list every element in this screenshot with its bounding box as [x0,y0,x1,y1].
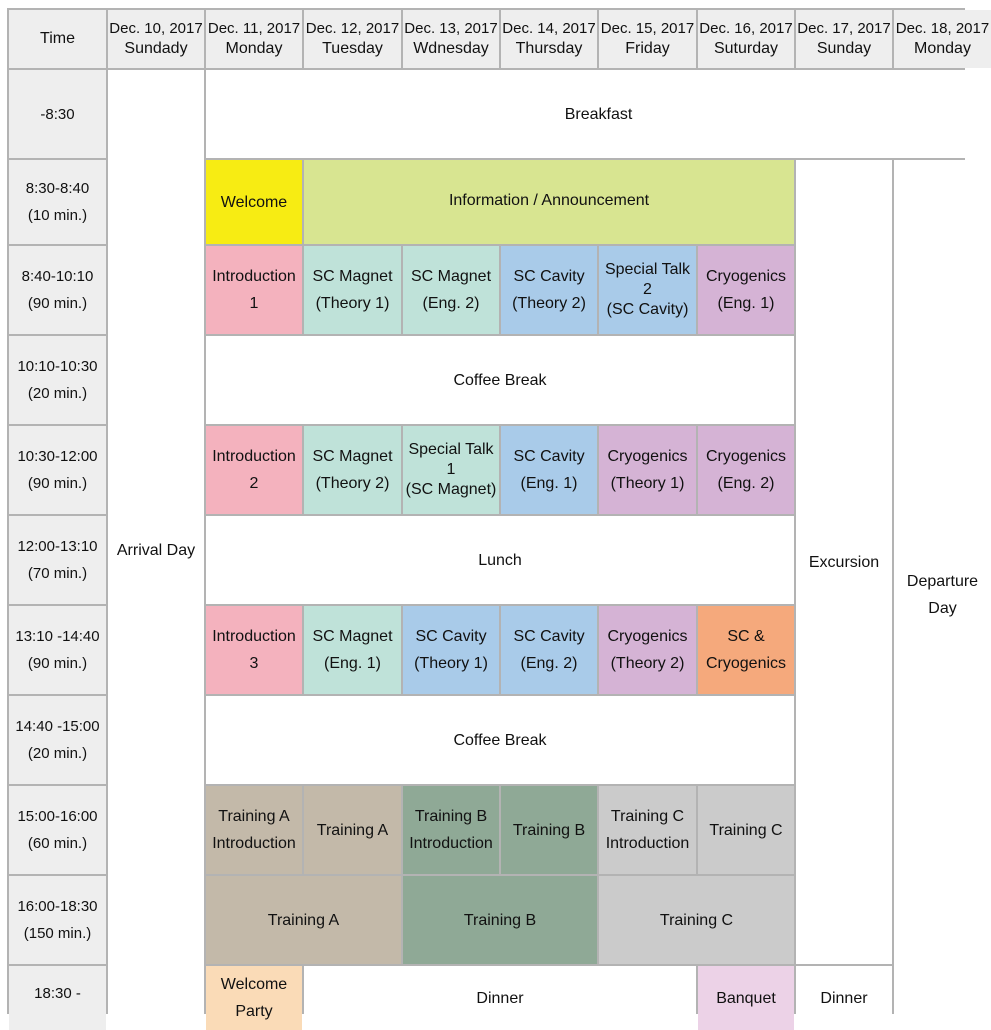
event-label: SC Magnet [410,268,492,285]
header-weekday: Sunday [816,40,872,57]
event-label: Introduction [212,268,296,285]
lunch [206,516,794,604]
event-label: Special Talk [408,441,494,458]
event-label: Special Talk [604,261,691,278]
time-slot [9,966,106,1030]
dinner [304,966,696,1030]
banquet [698,966,794,1030]
training-cell [599,786,696,874]
coffee-break [206,336,794,424]
header-day-3 [304,10,401,68]
header-weekday: Monday [225,40,283,57]
time-range: 18:30 - [34,985,81,1002]
time-duration: (20 min.) [27,385,88,402]
header-date: Dec. 16, 2017 [699,20,793,37]
training-cell [599,876,794,964]
event-label: Party [235,1003,273,1020]
time-slot [9,876,106,964]
header-weekday: Monday [914,40,971,57]
header-day-1 [108,10,204,68]
header-weekday: Sundady [124,40,188,57]
lecture-cell [304,426,401,514]
time-slot [9,606,106,694]
event-label: SC Magnet [312,628,393,645]
event-label: (Eng. 1) [520,475,578,492]
event-label: Day [928,600,957,617]
training-cell [403,786,499,874]
event-label: SC Cavity [415,628,487,645]
lecture-cell [501,606,597,694]
training-cell [698,786,794,874]
time-range: 10:30-12:00 [17,448,98,465]
event-label: Introduction [409,835,493,852]
event-label: (Eng. 2) [717,475,775,492]
header-date: Dec. 12, 2017 [305,20,400,37]
time-slot [9,516,106,604]
event-label: (Theory 2) [610,655,685,672]
event-label: SC Magnet [312,448,393,465]
time-slot [9,696,106,784]
header-date: Dec. 13, 2017 [404,20,498,37]
departure-day [894,160,991,1030]
event-label: Training C [610,808,685,825]
dinner [796,966,892,1030]
event-label: (Eng. 2) [422,295,480,312]
header-date: Dec. 15, 2017 [600,20,695,37]
time-range: 15:00-16:00 [17,808,98,825]
event-label: Banquet [716,989,776,1007]
event-label: (Eng. 1) [717,295,775,312]
training-cell [501,786,597,874]
breakfast [206,70,991,158]
event-label: SC Cavity [513,448,585,465]
header-day-6 [599,10,696,68]
time-range: 16:00-18:30 [17,898,98,915]
time-duration: (20 min.) [27,745,88,762]
time-duration: (150 min.) [23,925,92,942]
header-weekday: Wdnesday [413,40,489,57]
time-duration: (90 min.) [27,655,88,672]
lecture-cell [403,606,499,694]
event-label: Training C [659,911,734,929]
lecture-cell [304,606,401,694]
event-label: 1 [249,295,259,312]
event-label: 2 [643,281,652,298]
training-cell [206,876,401,964]
event-label: Dinner [476,989,524,1007]
event-label: Cryogenics [607,448,688,465]
event-label: Dinner [820,989,868,1007]
header-day-8 [796,10,892,68]
header-weekday: Tuesday [322,40,383,57]
arrival-day [108,70,204,1030]
event-label: Coffee Break [453,731,547,749]
event-label: Departure [906,573,979,590]
event-label: Lunch [478,551,522,569]
event-label: 2 [249,475,259,492]
event-label: Cryogenics [705,268,787,285]
lecture-cell [698,606,794,694]
lecture-cell [599,426,696,514]
header-day-4 [403,10,499,68]
training-cell [403,876,597,964]
event-label: Introduction [212,448,296,465]
event-label: (SC Magnet) [405,481,497,498]
time-duration: (90 min.) [27,475,88,492]
announcement-session [304,160,794,244]
event-label: (Theory 2) [315,475,390,492]
lecture-cell [403,246,499,334]
event-label: Cryogenics [607,628,688,645]
time-slot [9,246,106,334]
lecture-cell [698,246,794,334]
header-weekday: Friday [625,40,670,57]
time-range: 8:40-10:10 [21,268,94,285]
event-label: (SC Cavity) [606,301,689,318]
time-duration: (10 min.) [27,207,88,224]
time-range: 12:00-13:10 [17,538,98,555]
schedule-grid [7,8,990,1020]
event-label: (Eng. 2) [520,655,578,672]
header-weekday: Suturday [713,40,779,57]
training-cell [206,786,302,874]
header-time [9,10,106,68]
event-label: (Theory 1) [610,475,685,492]
header-weekday: Thursday [515,40,583,57]
lecture-cell [599,246,696,334]
event-label: (Eng. 1) [324,655,381,672]
time-duration: (60 min.) [27,835,88,852]
event-label: SC & [727,628,765,645]
time-range: -8:30 [40,105,75,123]
lecture-cell [403,426,499,514]
event-label: SC Cavity [513,268,585,285]
lecture-cell [206,246,302,334]
excursion [796,160,892,964]
event-label: 1 [446,461,456,478]
lecture-cell [304,246,401,334]
lecture-cell [599,606,696,694]
time-duration: (90 min.) [27,295,88,312]
time-duration: (70 min.) [27,565,88,582]
event-label: (Theory 1) [315,295,390,312]
lecture-cell [501,246,597,334]
header-date: Dec. 11, 2017 [207,20,301,37]
time-slot [9,426,106,514]
event-label: Training C [709,821,783,839]
event-label: Cryogenics [705,448,787,465]
event-label: Training A [267,911,340,929]
time-slot [9,786,106,874]
event-label: Excursion [808,553,880,571]
lecture-cell [206,606,302,694]
header-date: Dec. 10, 2017 [109,20,203,37]
header-day-9 [894,10,991,68]
time-range: 13:10 -14:40 [15,628,100,645]
event-label: Introduction [212,628,296,645]
header-date: Dec. 18, 2017 [895,20,990,37]
header-day-7 [698,10,794,68]
event-label: Training A [218,808,290,825]
time-range: 14:40 -15:00 [15,718,100,735]
event-label: SC Magnet [312,268,393,285]
event-label: Training B [512,821,586,839]
welcome-party [206,966,302,1030]
event-label: SC Cavity [513,628,585,645]
event-label: 3 [249,655,259,672]
lecture-cell [501,426,597,514]
header-day-2 [206,10,302,68]
event-label: Arrival Day [116,541,196,559]
event-label: Welcome [220,193,288,211]
event-label: Training B [463,911,537,929]
event-label: Introduction [605,835,690,852]
event-label: (Theory 2) [512,295,586,312]
header-date: Dec. 17, 2017 [797,20,891,37]
welcome-session [206,160,302,244]
lecture-cell [698,426,794,514]
header-day-5 [501,10,597,68]
time-slot [9,160,106,244]
event-label: Cryogenics [705,655,787,672]
coffee-break [206,696,794,784]
time-slot [9,336,106,424]
time-range: 10:10-10:30 [17,358,98,375]
header-date: Dec. 14, 2017 [502,20,596,37]
event-label: Coffee Break [453,371,547,389]
event-label: Training A [316,821,389,839]
event-label: Breakfast [564,105,633,123]
event-label: (Theory 1) [414,655,488,672]
event-label: Introduction [212,835,296,852]
header-time-label: Time [40,30,75,47]
time-slot [9,70,106,158]
event-label: Training B [414,808,488,825]
time-range: 8:30-8:40 [25,180,90,197]
event-label: Information / Announcement [448,191,650,209]
event-label: Welcome [220,976,288,993]
lecture-cell [206,426,302,514]
training-cell [304,786,401,874]
